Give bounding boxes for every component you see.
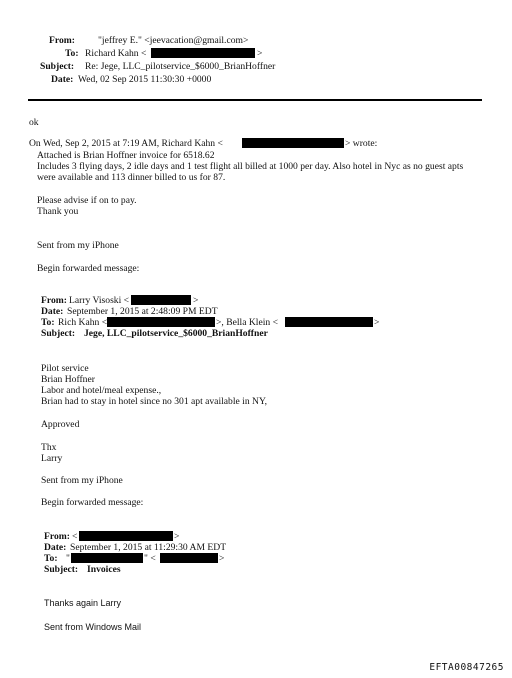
fwd1-line: Larry [41, 453, 63, 464]
fwd1-date-value: September 1, 2015 at 2:48:09 PM EDT [67, 306, 218, 317]
fwd1-to-label: To: [41, 317, 55, 328]
body-line: Includes 3 flying days, 2 idle days and 1 test flight all billed at 1000 per day. Also hotel in Nyc as no guest apts [37, 161, 464, 172]
header-date-value: Wed, 02 Sep 2015 11:30:30 +0000 [78, 74, 212, 85]
body-line: Please advise if on to pay. [37, 195, 137, 206]
fwd2-line: Sent from Windows Mail [44, 622, 142, 632]
header-to-value: Richard Kahn < [85, 48, 147, 59]
fwd2-date-value: September 1, 2015 at 11:29:30 AM EDT [70, 542, 227, 553]
fwd1-line: Brian had to stay in hotel since no 301 apt available in NY, [41, 396, 268, 407]
fwd1-from-value: Larry Visoski < [69, 295, 130, 306]
redaction-block [160, 553, 218, 563]
fwd1-line: Brian Hoffner [41, 374, 95, 385]
fwd1-line: Labor and hotel/meal expense., [41, 385, 162, 396]
body-line: Sent from my iPhone [37, 240, 119, 251]
reply-text: ok [29, 117, 39, 128]
fwd2-to-mid: " < [144, 553, 156, 564]
fwd1-subject-label: Subject: [41, 328, 76, 339]
fwd1-line: Approved [41, 419, 80, 430]
header-divider [28, 99, 482, 101]
body-line: Begin forwarded message: [37, 263, 140, 274]
fwd1-subject-value: Jege, LLC_pilotservice_$6000_BrianHoffner [84, 328, 268, 339]
fwd1-from-label: From: [41, 295, 67, 306]
header-date-label: Date: [51, 74, 74, 85]
header-from-label: From: [49, 35, 75, 46]
fwd1-line: Sent from my iPhone [41, 475, 123, 486]
fwd1-to-close: > [374, 317, 380, 328]
fwd2-from-close: > [174, 531, 180, 542]
header-to-label: To: [65, 48, 79, 59]
fwd2-subject-value: Invoices [87, 564, 121, 575]
fwd1-date-label: Date: [41, 306, 64, 317]
redaction-block [107, 317, 215, 327]
fwd2-to-value: " [66, 553, 70, 564]
fwd1-line: Thx [41, 442, 57, 453]
fwd2-date-label: Date: [44, 542, 67, 553]
fwd2-from-value: < [72, 531, 78, 542]
redaction-block [71, 553, 143, 563]
body-line: Thank you [37, 206, 79, 217]
fwd1-line: Pilot service [41, 363, 89, 374]
fwd1-to-value: Rich Kahn < [58, 317, 108, 328]
fwd2-from-label: From: [44, 531, 70, 542]
fwd2-subject-label: Subject: [44, 564, 79, 575]
fwd2-to-label: To: [44, 553, 58, 564]
quote-intro-end: > wrote: [345, 138, 378, 149]
fwd1-line: Begin forwarded message: [41, 497, 144, 508]
redaction-block [79, 531, 173, 541]
fwd2-to-close: > [219, 553, 225, 564]
redaction-block [151, 48, 255, 58]
fwd2-line: Thanks again Larry [44, 598, 122, 608]
redaction-block [285, 317, 373, 327]
redaction-block [242, 138, 344, 148]
fwd1-from-close: > [193, 295, 199, 306]
body-line: were available and 113 dinner billed to us for 87. [37, 172, 226, 183]
bates-number: EFTA00847265 [429, 662, 504, 673]
fwd1-to-mid: >, Bella Klein < [216, 317, 278, 328]
header-to-close: > [257, 48, 263, 59]
quote-intro: On Wed, Sep 2, 2015 at 7:19 AM, Richard Kahn < [29, 138, 223, 149]
header-subject-label: Subject: [40, 61, 75, 72]
body-line: Attached is Brian Hoffner invoice for 6518.62 [37, 150, 215, 161]
header-from-value: "jeffrey E." <jeevacation@gmail.com> [98, 35, 249, 46]
redaction-block [131, 295, 191, 305]
header-subject-value: Re: Jege, LLC_pilotservice_$6000_BrianHoffner [85, 61, 276, 72]
